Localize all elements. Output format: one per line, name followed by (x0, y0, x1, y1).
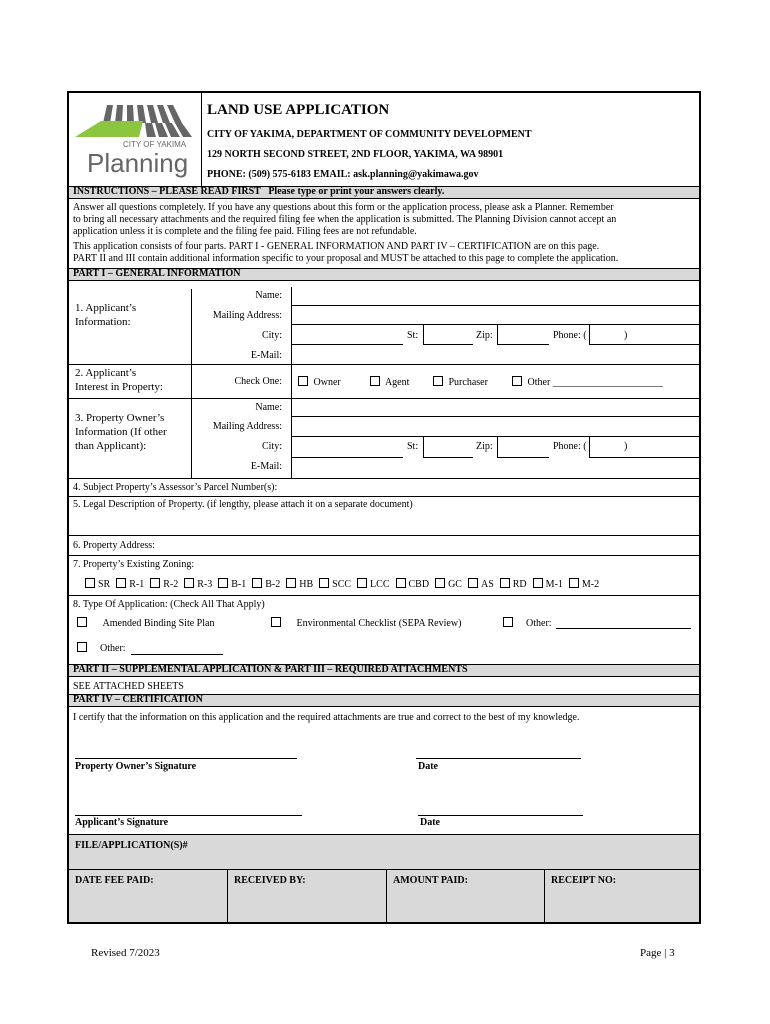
zone-option[interactable] (85, 579, 110, 590)
agent-checkbox[interactable] (370, 376, 380, 386)
zone-option[interactable] (184, 579, 212, 590)
owner-phone-close: ) (624, 441, 628, 452)
purchaser-checkbox[interactable] (433, 376, 443, 386)
received-by-label: RECEIVED BY: (234, 875, 306, 886)
date-fee-paid-label: DATE FEE PAID: (75, 875, 154, 886)
applicant-email-label: E-Mail: (250, 350, 282, 361)
zone-checkbox[interactable] (85, 578, 95, 588)
owner-st-label: St: (407, 441, 419, 452)
applicant-city-label: City: (261, 330, 282, 341)
owner-mailing-label: Mailing Address: (212, 421, 282, 432)
zone-checkbox[interactable] (500, 578, 510, 588)
applicant-signature-label: Applicant’s Signature (75, 817, 169, 828)
zone-option[interactable] (218, 579, 246, 590)
file-application-label: FILE/APPLICATION(S)# (75, 840, 188, 851)
zone-label: B-2 (265, 579, 281, 590)
owner-email-field[interactable] (291, 458, 699, 478)
zone-option[interactable] (319, 579, 351, 590)
applicant-phone-label: Phone: ( (553, 330, 587, 341)
zoning-options[interactable] (85, 578, 605, 591)
instructions-line-5: PART II and III contain additional information specific to your proposal and MUST be attached to this page to complete the application. (73, 253, 619, 264)
planning-logo (73, 101, 199, 183)
certification-statement: I certify that the information on this application and the required attachments are true and correct to the best of my knowledge. (73, 712, 580, 723)
applicant-date-line[interactable] (418, 815, 583, 816)
logo-planning-text: Planning (87, 148, 189, 178)
zone-label: AS (480, 579, 494, 590)
zone-label: CBD (408, 579, 430, 590)
part1-heading: PART I – GENERAL INFORMATION (73, 268, 241, 279)
zone-option[interactable] (150, 579, 178, 590)
zone-label: LCC (370, 579, 390, 590)
zone-checkbox[interactable] (150, 578, 160, 588)
instructions-line-4: This application consists of four parts. PART I - GENERAL INFORMATION AND PART IV – CERTIFICATION are on this page. (73, 241, 600, 252)
part2-3-heading: PART II – SUPPLEMENTAL APPLICATION & PART III – REQUIRED ATTACHMENTS (73, 664, 468, 675)
zone-checkbox[interactable] (184, 578, 194, 588)
check-one-label: Check One: (234, 376, 282, 387)
legal-description-label[interactable]: 5. Legal Description of Property. (if lengthy, please attach it on a separate document) (73, 499, 413, 510)
zone-option[interactable] (500, 579, 527, 590)
applicant-name-label: Name: (255, 290, 282, 301)
zone-checkbox[interactable] (435, 578, 445, 588)
owner-signature-line[interactable] (75, 758, 297, 759)
interest-owner[interactable]: Owner (298, 376, 341, 389)
zone-option[interactable] (286, 579, 313, 590)
zone-checkbox[interactable] (468, 578, 478, 588)
owner-name-label: Name: (255, 402, 282, 413)
parcel-number-label[interactable]: 4. Subject Property’s Assessor’s Parcel Number(s): (73, 482, 278, 493)
zone-checkbox[interactable] (569, 578, 579, 588)
zone-checkbox[interactable] (396, 578, 406, 588)
zone-option[interactable] (252, 579, 280, 590)
land-use-application-form (67, 91, 701, 924)
application-type-label: 8. Type Of Application: (Check All That Apply) (73, 599, 265, 610)
zone-label: R-2 (163, 579, 179, 590)
interest-purchaser[interactable]: Purchaser (433, 376, 488, 389)
instructions-line-1: Answer all questions completely. If you have any questions about this form or the application process, please ask a Planner. Remember (73, 202, 614, 213)
zone-checkbox[interactable] (357, 578, 367, 588)
app-type-binding-site-plan[interactable]: Amended Binding Site Plan (77, 617, 214, 630)
zone-checkbox[interactable] (286, 578, 296, 588)
applicant-name-field[interactable] (291, 287, 699, 306)
zone-option[interactable] (435, 579, 462, 590)
app-type-other-1[interactable]: Other: (503, 617, 552, 630)
zone-label: M-1 (545, 579, 563, 590)
applicant-st-label: St: (407, 330, 419, 341)
zone-checkbox[interactable] (218, 578, 228, 588)
zone-checkbox[interactable] (533, 578, 543, 588)
instructions-heading: INSTRUCTIONS – PLEASE READ FIRST Please type or print your answers clearly. (73, 186, 445, 197)
zone-option[interactable] (569, 579, 599, 590)
zone-checkbox[interactable] (252, 578, 262, 588)
interest-agent[interactable]: Agent (370, 376, 409, 389)
interest-label: 2. Applicant’s Interest in Property: (75, 367, 163, 393)
applicant-phone-close: ) (624, 330, 628, 341)
zone-label: SCC (332, 579, 352, 590)
zone-label: R-1 (129, 579, 145, 590)
page-number: Page | 3 (640, 947, 675, 959)
owner-st-field[interactable] (423, 437, 473, 458)
see-attached-sheets: SEE ATTACHED SHEETS (73, 681, 184, 692)
owner-checkbox[interactable] (298, 376, 308, 386)
zone-option[interactable] (468, 579, 494, 590)
owner-email-label: E-Mail: (250, 461, 282, 472)
zone-option[interactable] (533, 579, 563, 590)
instructions-line-3: application unless it is complete and the filing fee paid. Filing fees are not refundable. (73, 226, 417, 237)
zone-label: SR (98, 579, 111, 590)
instructions-line-2: to bring all necessary attachments and the required filing fee when the application is submitted. The Planning Division cannot accept an (73, 214, 617, 225)
app-type-sepa[interactable]: Environmental Checklist (SEPA Review) (271, 617, 461, 630)
existing-zoning-label: 7. Property’s Existing Zoning: (73, 559, 195, 570)
owner-city-field[interactable] (291, 437, 403, 458)
applicant-st-field[interactable] (423, 325, 473, 345)
sepa-checkbox[interactable] (271, 617, 281, 627)
zone-option[interactable] (116, 579, 144, 590)
applicant-date-label: Date (420, 817, 440, 828)
other-2-checkbox[interactable] (77, 642, 87, 652)
other-1-checkbox[interactable] (503, 617, 513, 627)
property-address-label[interactable]: 6. Property Address: (73, 540, 155, 551)
owner-date-label: Date (418, 761, 438, 772)
applicant-city-field[interactable] (291, 325, 403, 345)
zone-option[interactable] (396, 579, 430, 590)
form-title: LAND USE APPLICATION (207, 102, 390, 118)
applicant-phone-field[interactable] (589, 325, 699, 345)
department-contact: PHONE: (509) 575-6183 EMAIL: ask.planning@yakimawa.gov (207, 169, 479, 180)
zone-option[interactable] (357, 579, 389, 590)
applicant-zip-field[interactable] (497, 325, 549, 345)
zone-label: GC (448, 579, 462, 590)
zone-label: R-3 (197, 579, 213, 590)
applicant-info-label: 1. Applicant’s Information: (75, 302, 137, 328)
interest-other[interactable]: Other ______________________ (512, 376, 663, 389)
applicant-mailing-label: Mailing Address: (212, 310, 282, 321)
owner-mailing-field[interactable] (291, 417, 699, 437)
owner-city-label: City: (261, 441, 282, 452)
logo-city-text: CITY OF YAKIMA (123, 140, 187, 149)
zone-checkbox[interactable] (116, 578, 126, 588)
owner-zip-label: Zip: (476, 441, 493, 452)
amount-paid-label: AMOUNT PAID: (393, 875, 468, 886)
app-type-other-2[interactable]: Other: (77, 642, 126, 655)
other-checkbox[interactable] (512, 376, 522, 386)
part4-heading: PART IV – CERTIFICATION (73, 694, 203, 705)
applicant-zip-label: Zip: (476, 330, 493, 341)
owner-zip-field[interactable] (497, 437, 549, 458)
zone-label: M-2 (581, 579, 600, 590)
owner-date-line[interactable] (416, 758, 581, 759)
zone-label: HB (299, 579, 314, 590)
owner-info-label: 3. Property Owner’s Information (If other than Applicant): (75, 412, 167, 452)
department-name: CITY OF YAKIMA, DEPARTMENT OF COMMUNITY DEVELOPMENT (207, 129, 532, 140)
applicant-mailing-field[interactable] (291, 306, 699, 325)
binding-site-plan-checkbox[interactable] (77, 617, 87, 627)
receipt-no-label: RECEIPT NO: (551, 875, 617, 886)
applicant-email-field[interactable] (291, 345, 699, 364)
owner-phone-field[interactable] (589, 437, 699, 458)
department-address: 129 NORTH SECOND STREET, 2ND FLOOR, YAKIMA, WA 98901 (207, 149, 504, 160)
owner-phone-label: Phone: ( (553, 441, 587, 452)
owner-signature-label: Property Owner’s Signature (75, 761, 197, 772)
zone-checkbox[interactable] (319, 578, 329, 588)
owner-name-field[interactable] (291, 398, 699, 417)
applicant-signature-line[interactable] (75, 815, 302, 816)
zone-label: B-1 (231, 579, 247, 590)
zone-label: RD (512, 579, 527, 590)
revised-date: Revised 7/2023 (91, 947, 160, 959)
